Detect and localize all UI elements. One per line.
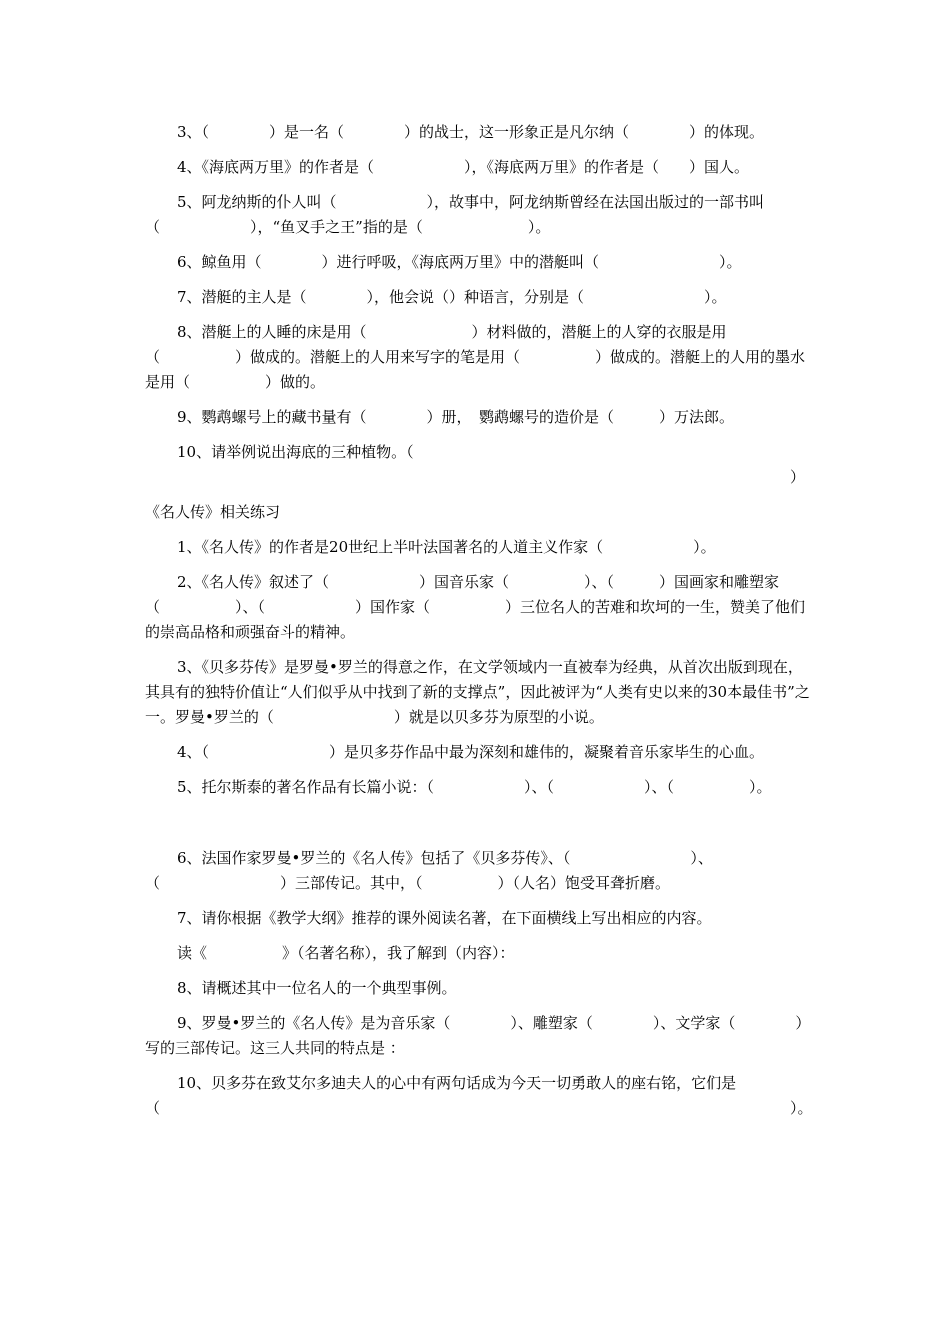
question-7: 7、潜艇的主人是（ ），他会说（）种语言，分别是（ ）。 <box>177 288 727 306</box>
mrz-question-8: 8、请概述其中一位名人的一个典型事例。 <box>177 979 457 997</box>
mrz-question-1: 1、《名人传》的作者是20世纪上半叶法国著名的人道主义作家（ ）。 <box>177 538 716 556</box>
question-3: 3、（ ）是一名（ ）的战士，这一形象正是凡尔纳（ ）的体现。 <box>177 123 765 141</box>
mrz-question-10: 10、贝多芬在致艾尔多迪夫人的心中有两句话成为今天一切勇敢人的座右铭，它们是（ ）。 <box>145 1074 813 1117</box>
question-5: 5、阿龙纳斯的仆人叫（ ），故事中，阿龙纳斯曾经在法国出版过的一部书叫（ ），“鱼叉手之王”指的是（ ）。 <box>145 193 765 236</box>
mrz-question-5: 5、托尔斯泰的著名作品有长篇小说：（ ）、（ ）、（ ）。 <box>177 778 772 796</box>
question-4: 4、《海底两万里》的作者是（ ），《海底两万里》的作者是（ ）国人。 <box>177 158 750 176</box>
document-page <box>145 120 817 1131</box>
mrz-reading-line: 读《 》（名著名称），我了解到（内容）： <box>177 944 515 962</box>
blank-gap <box>145 810 817 846</box>
section-title: 《名人传》相关练习 <box>145 503 281 521</box>
mrz-question-7: 7、请你根据《教学大纲》推荐的课外阅读名著，在下面横线上写出相应的内容。 <box>177 909 712 927</box>
question-9: 9、鹦鹉螺号上的藏书量有（ ）册， 鹦鹉螺号的造价是（ ）万法郎。 <box>177 408 735 426</box>
question-6: 6、鲸鱼用（ ）进行呼吸，《海底两万里》中的潜艇叫（ ）。 <box>177 253 742 271</box>
mrz-question-6: 6、法国作家罗曼•罗兰的《名人传》包括了《贝多芬传》、（ ）、（ ）三部传记。其中，（ ）（人名）饱受耳聋折磨。 <box>145 849 713 892</box>
mrz-question-3: 3、《贝多芬传》是罗曼•罗兰的得意之作，在文学领域内一直被奉为经典，从首次出版到现在，其具有的独特价值让“人们似乎从中找到了新的支撑点”，因此被评为“人类有史以来的30本最佳书”之一。罗曼•罗兰的（ ）就是以贝多芬为原型的小说。 <box>145 658 810 726</box>
mrz-question-9: 9、罗曼•罗兰的《名人传》是为音乐家（ ）、雕塑家（ ）、文学家（ ）写的三部传记。这三人共同的特点是 ： <box>145 1014 811 1057</box>
question-10: 10、请举例说出海底的三种植物。（ ） <box>177 443 806 486</box>
question-8: 8、潜艇上的人睡的床是用（ ）材料做的，潜艇上的人穿的衣服是用（ ）做成的。潜艇上的人用来写字的笔是用（ ）做成的。潜艇上的人用的墨水是用（ ）做的。 <box>145 323 806 391</box>
mrz-question-4: 4、（ ）是贝多芬作品中最为深刻和雄伟的，凝聚着音乐家毕生的心血。 <box>177 743 765 761</box>
mrz-question-2: 2、《名人传》叙述了（ ）国音乐家（ ）、（ ）国画家和雕塑家（ ）、（ ）国作家（ ）三位名人的苦难和坎坷的一生，赞美了他们的崇高品格和顽强奋斗的精神。 <box>145 573 806 641</box>
